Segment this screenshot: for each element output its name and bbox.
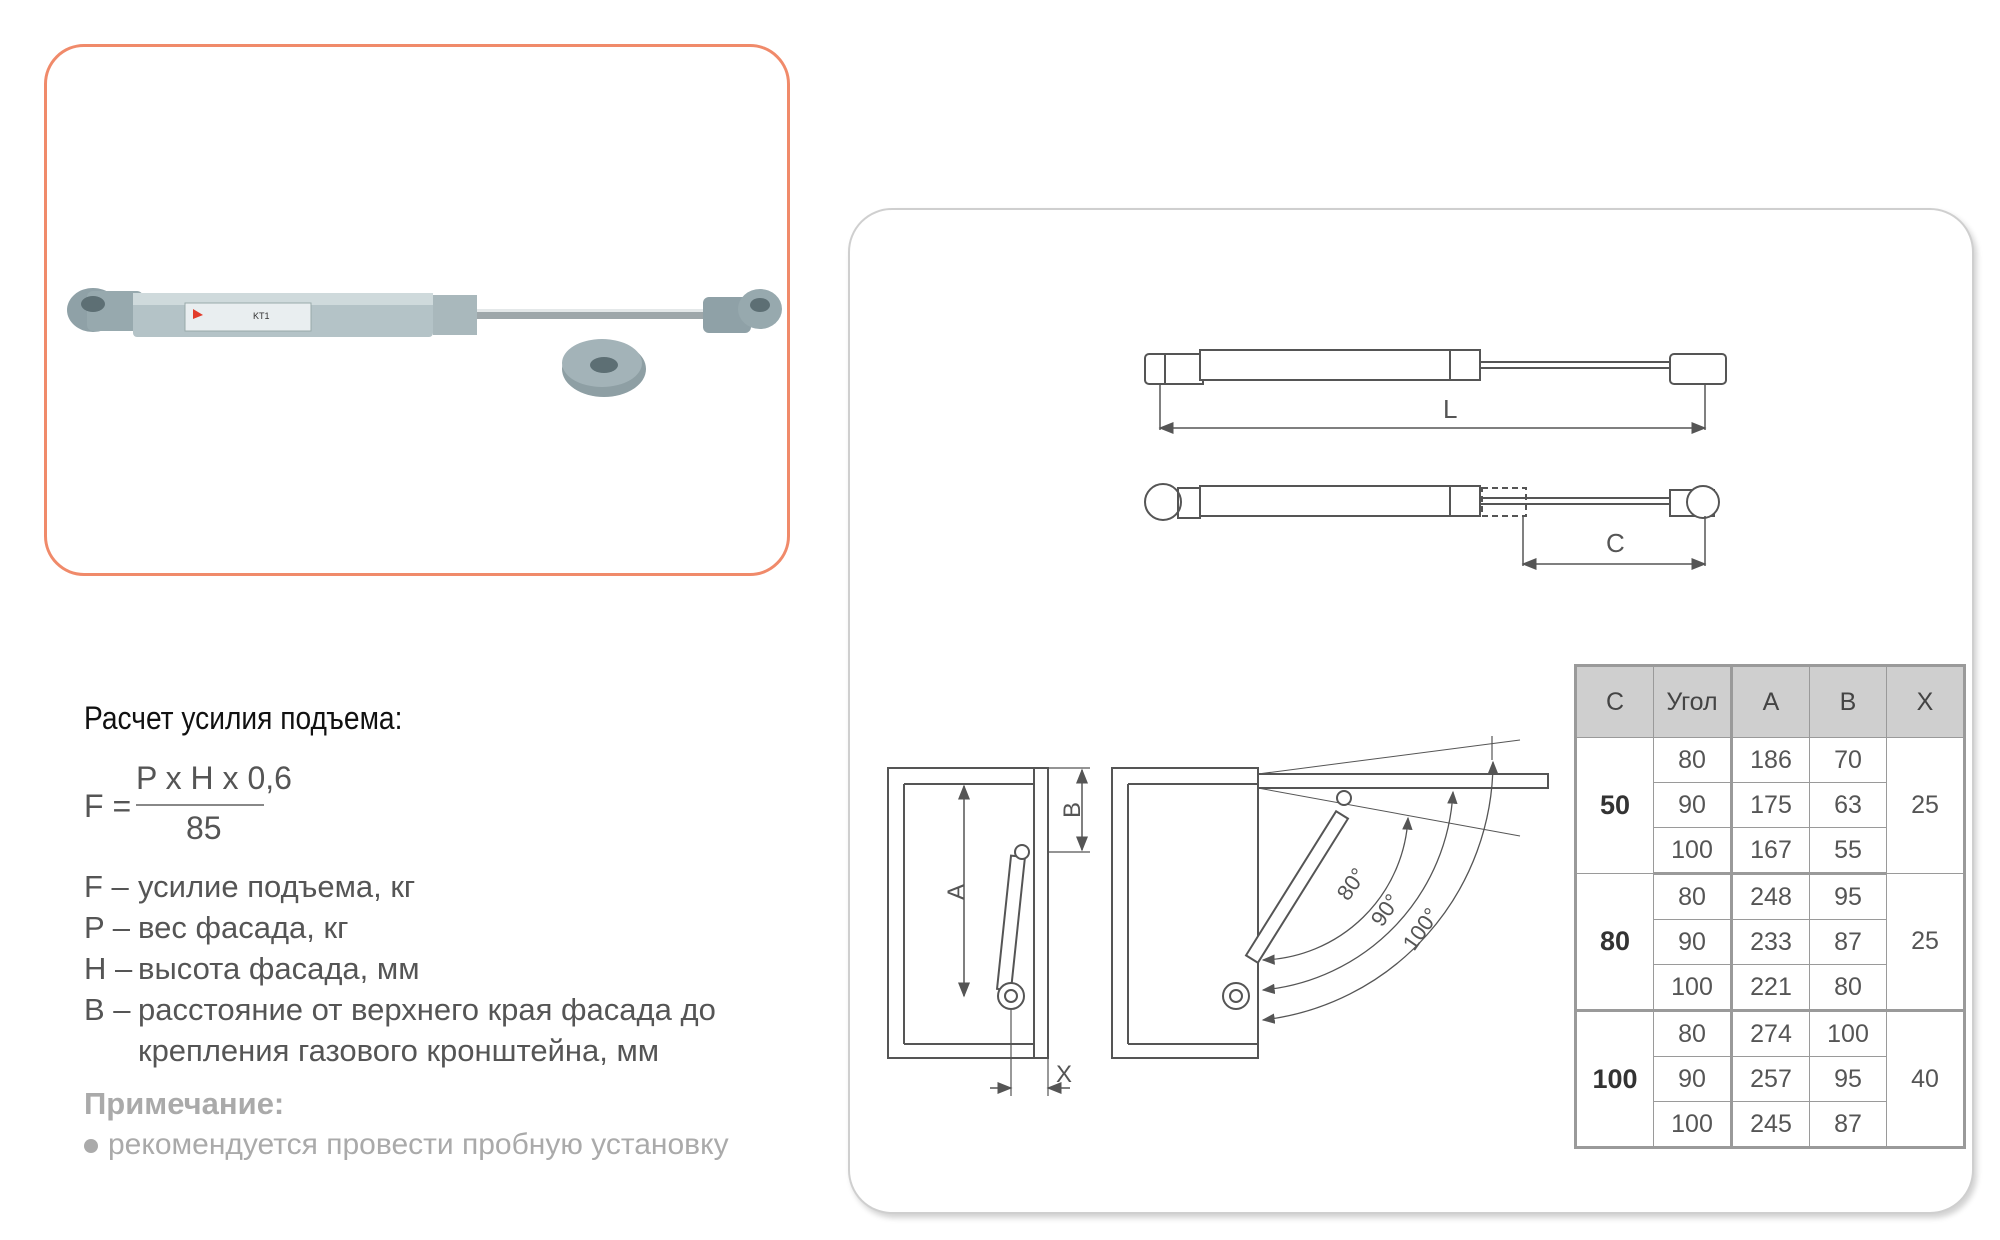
cell-angle: 80 [1654, 874, 1732, 920]
cell-a: 274 [1732, 1011, 1810, 1057]
cell-b: 63 [1810, 783, 1887, 828]
cell-angle: 90 [1654, 1057, 1732, 1102]
cell-b: 87 [1810, 1102, 1887, 1148]
legend-item-h: H – высота фасада, мм [84, 951, 420, 986]
calc-heading: Расчет усилия подъема: [84, 700, 403, 736]
legend-item-p: P – вес фасада, кг [84, 910, 349, 945]
cell-b: 95 [1810, 874, 1887, 920]
cabinet-open-drawing [1112, 736, 1548, 1058]
cell-a: 257 [1732, 1057, 1810, 1102]
gas-spring-drawing-extended [1145, 350, 1726, 430]
header-angle: Угол [1654, 666, 1732, 738]
angle-label-90: 90° [1365, 889, 1406, 931]
table-row [1576, 1011, 1965, 1057]
formula-numerator: P x H x 0,6 [136, 760, 292, 796]
header-a: A [1732, 666, 1810, 738]
cell-b: 95 [1810, 1057, 1887, 1102]
gas-spring-drawing-compressed [1145, 484, 1719, 566]
cell-b: 87 [1810, 920, 1887, 965]
table-header-row [1576, 666, 1965, 738]
formula-denominator: 85 [186, 810, 222, 846]
table-row [1576, 874, 1965, 920]
cell-b: 80 [1810, 965, 1887, 1011]
dimension-label-c: C [1606, 528, 1625, 558]
formula-lhs: F = [84, 788, 132, 824]
cell-b: 70 [1810, 738, 1887, 783]
header-x: X [1887, 666, 1965, 738]
cell-angle: 100 [1654, 965, 1732, 1011]
cell-angle: 80 [1654, 738, 1732, 783]
cell-a: 233 [1732, 920, 1810, 965]
dimension-label-x: X [1056, 1061, 1073, 1088]
note-title: Примечание: [84, 1086, 285, 1121]
header-c: C [1576, 666, 1654, 738]
angle-label-100: 100° [1397, 903, 1445, 955]
cell-angle: 100 [1654, 1102, 1732, 1148]
dimension-label-b: B [1059, 801, 1086, 818]
cell-angle: 90 [1654, 920, 1732, 965]
cell-c: 80 [1576, 874, 1654, 1011]
product-label: KT1 [253, 311, 270, 321]
cell-a: 245 [1732, 1102, 1810, 1148]
cell-angle: 100 [1654, 828, 1732, 874]
legend-item-f: F – усилие подъема, кг [84, 869, 416, 904]
cell-c: 50 [1576, 738, 1654, 874]
cell-c: 100 [1576, 1011, 1654, 1148]
angle-label-80: 80° [1331, 863, 1372, 905]
dimension-label-l: L [1443, 394, 1458, 424]
cell-a: 248 [1732, 874, 1810, 920]
note-item: рекомендуется провести пробную установку [84, 1128, 729, 1162]
legend-item-b-continuation: крепления газового кронштейна, мм [138, 1033, 660, 1068]
cell-a: 175 [1732, 783, 1810, 828]
cell-angle: 90 [1654, 783, 1732, 828]
legend-item-b: B – расстояние от верхнего края фасада до [84, 992, 716, 1027]
cell-a: 186 [1732, 738, 1810, 783]
header-b: B [1810, 666, 1887, 738]
cell-x: 25 [1887, 874, 1965, 1011]
cell-a: 221 [1732, 965, 1810, 1011]
cell-x: 40 [1887, 1011, 1965, 1148]
specs-table [1574, 664, 1966, 1149]
cell-a: 167 [1732, 828, 1810, 874]
cell-b: 55 [1810, 828, 1887, 874]
dimension-label-a: A [943, 883, 970, 900]
cell-x: 25 [1887, 738, 1965, 874]
cell-angle: 80 [1654, 1011, 1732, 1057]
table-row [1576, 738, 1965, 783]
cell-b: 100 [1810, 1011, 1887, 1057]
